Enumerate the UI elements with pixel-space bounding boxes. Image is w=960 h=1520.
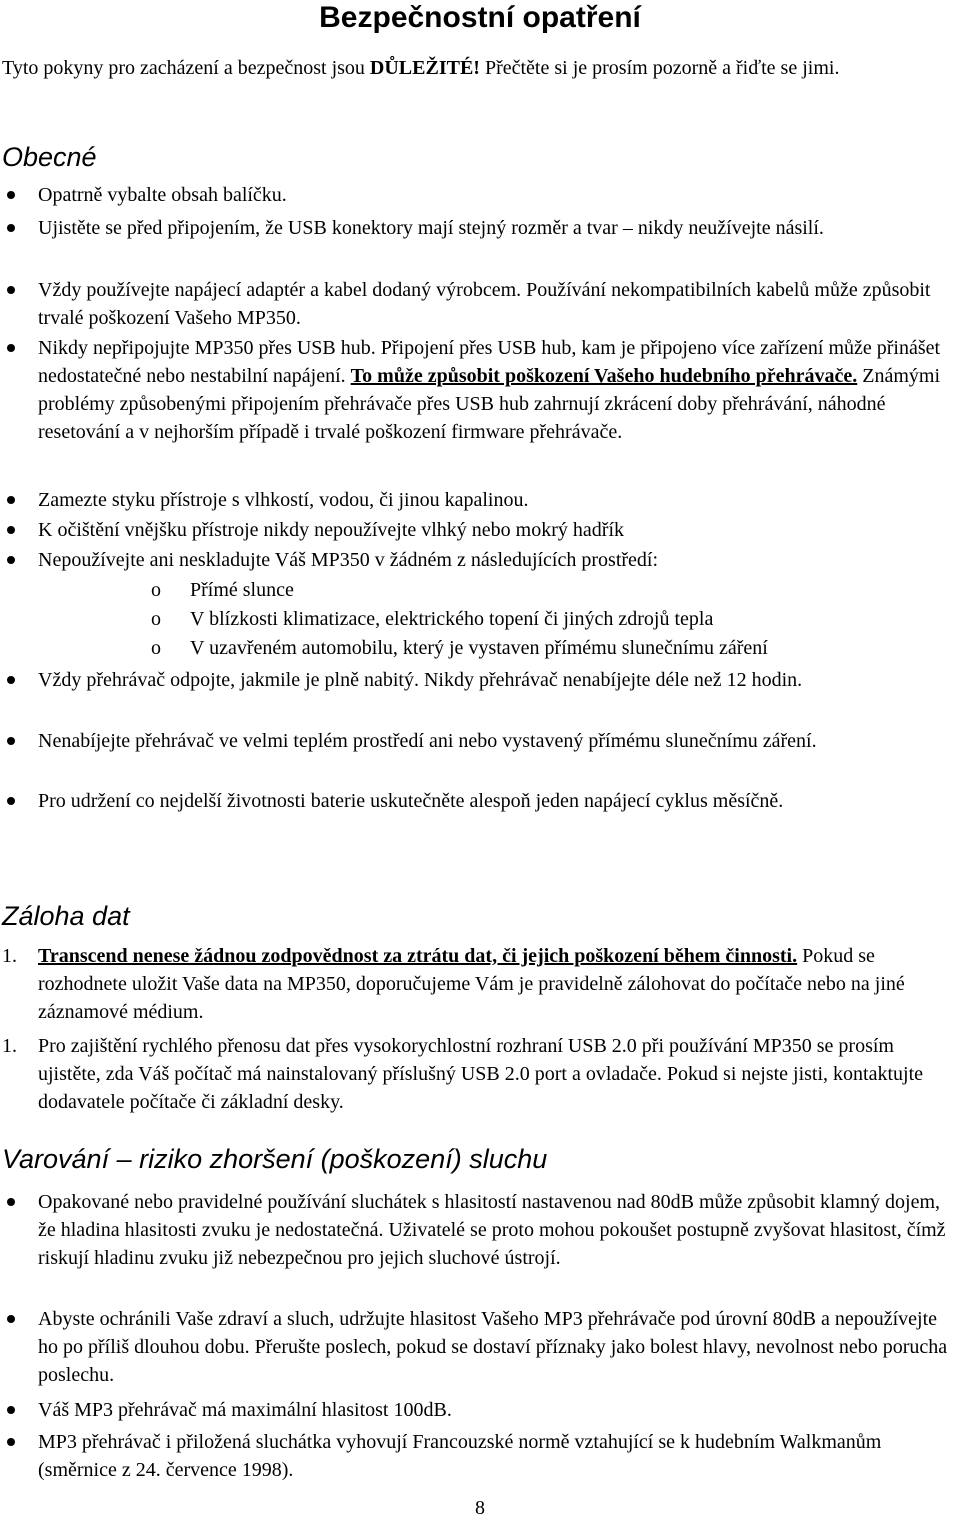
bullet-icon bbox=[7, 486, 21, 514]
backup-item-1 bbox=[38, 942, 956, 1026]
bullet-icon bbox=[7, 181, 21, 209]
general-item-2: Ujistěte se před připojením, že USB konektory mají stejný rozměr a tvar – nikdy neužívejte násilí. bbox=[38, 217, 824, 239]
sub-bullet-marker: o bbox=[151, 608, 161, 630]
bullet-icon bbox=[7, 1188, 21, 1216]
bullet-icon bbox=[7, 727, 21, 755]
sub-bullet-marker: o bbox=[151, 637, 161, 659]
intro-text-end: Přečtěte si je prosím pozorně a řiďte se jimi. bbox=[479, 57, 840, 79]
bullet-icon bbox=[7, 787, 21, 815]
bullet-icon bbox=[7, 334, 21, 362]
list-number: 1. bbox=[2, 1035, 17, 1057]
general-item-10: Pro udržení co nejdelší životnosti baterie uskutečněte alespoň jeden napájecí cyklus měsíčně. bbox=[38, 790, 784, 812]
general-item-1: Opatrně vybalte obsah balíčku. bbox=[38, 184, 287, 206]
usb-hub-text-end: Známými problémy způsobenými připojením přehrávače přes USB hub zahrnují zkrácení doby přehrávání, náhodné resetování a v nejhorším případě i trvalé poškození firmware přehrávače. bbox=[38, 365, 941, 443]
intro-important: DŮLEŽITÉ! bbox=[369, 57, 480, 79]
general-item-4 bbox=[38, 334, 956, 446]
bullet-icon bbox=[7, 546, 21, 574]
intro-text: Tyto pokyny pro zacházení a bezpečnost jsou bbox=[2, 57, 370, 79]
section-heading-general: Obecné bbox=[2, 142, 97, 172]
general-item-6: K očištění vnějšku přístroje nikdy nepoužívejte vlhký nebo mokrý hadřík bbox=[38, 519, 624, 541]
general-item-8: Vždy přehrávač odpojte, jakmile je plně nabitý. Nikdy přehrávač nenabíjejte déle než 12 hodin. bbox=[38, 669, 803, 691]
general-item-3: Vždy používejte napájecí adaptér a kabel dodaný výrobcem. Používání nekompatibilních kabelů může způsobit trvalé poškození Vašeho MP350. bbox=[38, 279, 931, 329]
environment-item-2: V blízkosti klimatizace, elektrického topení či jiných zdrojů tepla bbox=[190, 608, 714, 630]
environment-item-3: V uzavřeném automobilu, který je vystaven přímému slunečnímu záření bbox=[190, 637, 768, 659]
bullet-icon bbox=[7, 516, 21, 544]
bullet-icon bbox=[7, 1396, 21, 1424]
bullet-icon bbox=[7, 1428, 21, 1456]
page-title: Bezpečnostní opatření bbox=[319, 1, 641, 34]
general-item-5: Zamezte styku přístroje s vlhkostí, vodou, či jinou kapalinou. bbox=[38, 489, 529, 511]
hearing-item-4: MP3 přehrávač i přiložená sluchátka vyhovují Francouzské normě vztahující se k hudebním Walkmanům (směrnice z 24. července 1998). bbox=[38, 1431, 882, 1481]
bullet-icon bbox=[7, 214, 21, 242]
sub-bullet-marker: o bbox=[151, 579, 161, 601]
intro-paragraph bbox=[2, 54, 952, 82]
usb-hub-warning: To může způsobit poškození Vašeho hudebního přehrávače. bbox=[350, 365, 858, 387]
general-item-9: Nenabíjejte přehrávač ve velmi teplém prostředí ani nebo vystavený přímému slunečnímu záření. bbox=[38, 730, 817, 752]
section-heading-hearing: Varování – riziko zhoršení (poškození) sluchu bbox=[2, 1144, 548, 1174]
bullet-icon bbox=[7, 1305, 21, 1333]
usb-hub-text: Nikdy nepřipojujte MP350 přes USB hub. Připojení přes USB hub, kam je připojeno více zařízení může přinášet nedostatečné nebo nestabilní napájení. bbox=[38, 337, 941, 387]
backup-item-2: Pro zajištění rychlého přenosu dat přes vysokorychlostní rozhraní USB 2.0 při používání MP350 se prosím ujistěte, zda Váš počítač má nainstalovaný příslušný USB 2.0 port a ovladače. Pokud si nejste jisti, kontaktujte dodavatele počítače či základní desky. bbox=[38, 1035, 924, 1113]
page-number: 8 bbox=[475, 1497, 485, 1519]
list-number: 1. bbox=[2, 945, 17, 967]
hearing-item-1: Opakované nebo pravidelné používání sluchátek s hlasitostí nastavenou nad 80dB může způsobit klamný dojem, že hladina hlasitosti zvuku je nedostatečná. Uživatelé se proto mohou pokoušet postupně zvyšovat hlasitost, čímž riskují hladinu zvuku již nebezpečnou pro jejich sluchové ústrojí. bbox=[38, 1191, 946, 1269]
hearing-item-3: Váš MP3 přehrávač má maximální hlasitost 100dB. bbox=[38, 1399, 452, 1421]
bullet-icon bbox=[7, 666, 21, 694]
hearing-item-2: Abyste ochránili Vaše zdraví a sluch, udržujte hlasitost Vašeho MP3 přehrávače pod úrovní 80dB a nepoužívejte ho po příliš dlouhou dobu. Přerušte poslech, pokud se dostaví příznaky jako bolest hlavy, nevolnost nebo porucha poslechu. bbox=[38, 1308, 948, 1386]
section-heading-backup: Záloha dat bbox=[2, 901, 130, 931]
liability-disclaimer: Transcend nenese žádnou zodpovědnost za ztrátu dat, či jejich poškození během činnosti. bbox=[38, 945, 798, 967]
general-item-7: Nepoužívejte ani neskladujte Váš MP350 v žádném z následujících prostředí: bbox=[38, 549, 659, 571]
bullet-icon bbox=[7, 276, 21, 304]
environment-item-1: Přímé slunce bbox=[190, 579, 294, 601]
backup-advice: Pokud se rozhodnete uložit Vaše data na MP350, doporučujeme Vám je pravidelně zálohovat do počítače nebo na jiné záznamové médium. bbox=[38, 945, 905, 1023]
